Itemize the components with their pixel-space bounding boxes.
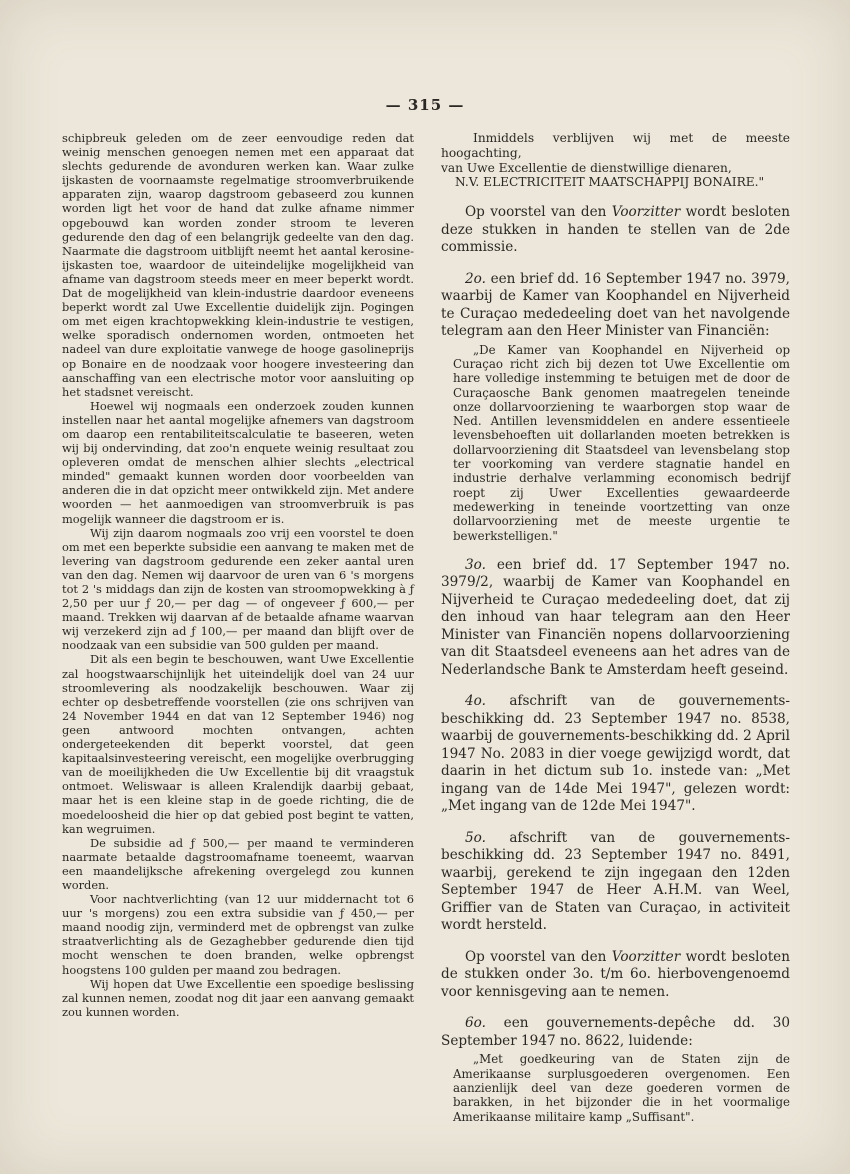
item-text: afschrift van de gouvernements-beschikking dd. 23 September 1947 no. 8538, waarbij de gouvernements-beschikking dd. 2 April 1947 No. 2083 in dier voege gewijzigd wordt, dat daarin in het dictum sub 1o. instede van: „Met ingang van de 14de Mei 1947", gelezen wordt: „Met ingang van de 12de Mei 1947". — [441, 693, 790, 815]
company-signature: N.V. ELECTRICITEIT MAATSCHAPPIJ BONAIRE." — [455, 175, 765, 190]
agenda-item — [441, 830, 790, 935]
paragraph: Wij zijn daarom nogmaals zoo vrij een voorstel te doen om met een beperkte subsidie een aanvang te maken met de levering van dagstroom gedurende een zeker aantal uren van den dag. Nemen wij daarvoor de uren van 6 's morgens tot 2 's middags dan zijn de kosten van stroomopwekking à ƒ 2,50 per uur ƒ 20,— per dag — of ongeveer ƒ 600,— per maand. Trekken wij daarvan af de betaalde afname waarvan wij verzekerd zijn ad ƒ 100,— per maand dan blijft over de noodzaak van een subsidie van 500 gulden per maand. — [62, 525, 414, 653]
right-column — [441, 131, 790, 1124]
left-column — [62, 131, 414, 1019]
paragraph: De subsidie ad ƒ 500,— per maand te verminderen naarmate betaalde dagstroomafname toeneemt, waarvan een maandelijksche afrekening overgelegd zou kunnen worden. — [62, 835, 414, 892]
motion-text: wordt besloten de stukken onder 3o. t/m 6o. hierbovengenoemd voor kennisgeving aan te nemen. — [441, 948, 790, 1000]
item-text: afschrift van de gouvernements-beschikking dd. 23 September 1947 no. 8491, waarbij, gerekend te zijn ingegaan den 12den September 1947 de Heer A.H.M. van Weel, Griffier van de Staten van Curaçao, in activiteit wordt hersteld. — [441, 829, 790, 934]
item-text: een gouvernements-depêche dd. 30 September 1947 no. 8622, luidende: — [441, 1015, 790, 1049]
agenda-item — [441, 693, 790, 816]
item-text: een brief dd. 17 September 1947 no. 3979/2, waarbij de Kamer van Koophandel en Nijverheid te Curaçao mededeeling doet, dat zij den inhoud van haar telegram aan den Heer Minister van Financiën nopens dollarvoorziening van dit Staatsdeel eveneens aan het adres van de Nederlandsche Bank te Amsterdam heeft geseind. — [441, 556, 790, 678]
item-text: een brief dd. 16 September 1947 no. 3979, waarbij de Kamer van Koophandel en Nijverheid te Curaçao mededeeling doet van het navolgende telegram aan den Heer Minister van Financiën: — [441, 270, 790, 340]
quoted-telegram: „De Kamer van Koophandel en Nijverheid op Curaçao richt zich bij dezen tot Uwe Excellentie om hare volledige instemming te betuigen met de door de Curaçaosche Bank genomen maatregelen teneinde onze dollarvoorziening te waarborgen stop waar de Ned. Antillen levensmiddelen en andere essentieele levensbehoeften uit dollarlanden moeten betrekken is dollarvoorziening dit Staatsdeel van levensbelang stop ter voorkoming van verdere stagnatie handel en industrie derhalve verlamming economisch bedrijf roept zij Uwer Excellenties gewaardeerde medewerking in teneinde voortzetting van onze dollarvoorziening met de meeste urgentie te bewerkstelligen." — [453, 342, 790, 543]
item-number: 6o. — [465, 1015, 486, 1032]
item-number: 2o. — [465, 270, 486, 287]
paragraph: Hoewel wij nogmaals een onderzoek zouden kunnen instellen naar het aantal mogelijke afnemers van dagstroom om daarop een rentabiliteitscalculatie te baseeren, weten wij bij ondervinding, dat zoo'n enquete weinig resultaat zou opleveren omdat de menschen alhier slechts „electrical minded" gemaakt kunnen worden door voorbeelden van anderen die in dat opzicht meer ontwikkeld zijn. Met andere woorden — het aanmoedigen van stroomverbruik is pas mogelijk wanneer die dagstroom er is. — [62, 398, 414, 526]
motion-text: Op voorstel van den — [465, 204, 612, 221]
item-number: 5o. — [465, 829, 486, 846]
paragraph: Wij hopen dat Uwe Excellentie een spoedige beslissing zal kunnen nemen, zoodat nog dit jaar een aanvang gemaakt zou kunnen worden. — [62, 976, 415, 1019]
item-number: 4o. — [465, 693, 486, 710]
agenda-item — [441, 557, 790, 680]
letter-closing — [441, 131, 790, 190]
motion-paragraph — [441, 204, 790, 257]
closing-line: van Uwe Excellentie de dienstwillige dienaren, — [441, 160, 732, 175]
page-number: — 315 — — [385, 96, 465, 114]
agenda-item — [441, 1015, 790, 1050]
agenda-item — [441, 271, 790, 341]
quoted-depeche: „Met goedkeuring van de Staten zijn de Amerikaanse surplusgoederen overgenomen. Een aanzienlijk deel van deze goederen vormen de barakken, in het bijzonder die in het voormalige Amerikaanse militaire kamp „Suffisant". — [453, 1052, 790, 1124]
closing-line: Inmiddels verblijven wij met de meeste hoogachting, — [441, 131, 790, 160]
item-number: 3o. — [465, 556, 486, 573]
paragraph: schipbreuk geleden om de zeer eenvoudige reden dat weinig menschen genoegen nemen met een apparaat dat slechts gedurende de avonduren werken kan. Waar zulke ijskasten de voornaamste regelmatige stroomverbruikende apparaten zijn, waarop dagstroom gebaseerd zou kunnen worden ligt het voor de hand dat zulke afname nimmer opgebouwd kan worden zonder stroom te leveren gedurende den dag of een belangrijk gedeelte van den dag. Naarmate die dagstroom uitblijft neemt het aantal kerosine-ijskasten toe, waardoor de uiteindelijke mogelijkheid van afname van dagstroom steeds meer en meer beperkt wordt. Dat de mogelijkheid van klein-industrie daardoor eveneens beperkt wordt zal Uwe Excellentie duidelijk zijn. Pogingen om met eigen krachtopwekking klein-industrie te vestigen, welke sporadisch ondernomen worden, ontmoeten het nadeel van dure exploitatie vanwege de hooge gasolineprijs op Bonaire en de noodzaak voor hoogere investeering dan aanschaffing van een electrische motor voor aansluiting op het stadsnet vereischt. — [62, 131, 414, 399]
chairman-term: Voorzitter — [611, 948, 681, 965]
motion-text: wordt besloten deze stukken in handen te stellen van de 2de commissie. — [441, 204, 790, 256]
motion-text: Op voorstel van den — [465, 948, 612, 965]
paragraph: Dit als een begin te beschouwen, want Uwe Excellentie zal hoogstwaarschijnlijk het uiteindelijk doel van 24 uur stroomlevering als noodzakelijk beschouwen. Waar zij echter op desbetreffende voorstellen (zie ons schrijven van 24 November 1944 en dat van 12 September 1946) nog geen antwoord mochten ontvangen, achten ondergeteekenden dit beperkt voorstel, dat geen kapitaalsinvesteering vereischt, een mogelijke overbrugging van de moeilijkheden die Uw Excellentie bij dit vraagstuk ontmoet. Weliswaar is alleen Kralendijk daarbij gebaat, maar het is een kleine stap in de goede richting, die de moedeloosheid die hier op dat gebied post begint te vatten, kan wegruimen. — [62, 652, 414, 836]
motion-paragraph — [441, 949, 790, 1002]
chairman-term: Voorzitter — [611, 204, 681, 221]
paragraph: Voor nachtverlichting (van 12 uur middernacht tot 6 uur 's morgens) zou een extra subsidie van ƒ 450,— per maand noodig zijn, verminderd met de opbrengst van zulke straatverlichting als de Gezaghebber gedurende dien tijd mocht wenschen te doen branden, welke opbrengst hoogstens 100 gulden per maand zou bedragen. — [62, 892, 414, 977]
